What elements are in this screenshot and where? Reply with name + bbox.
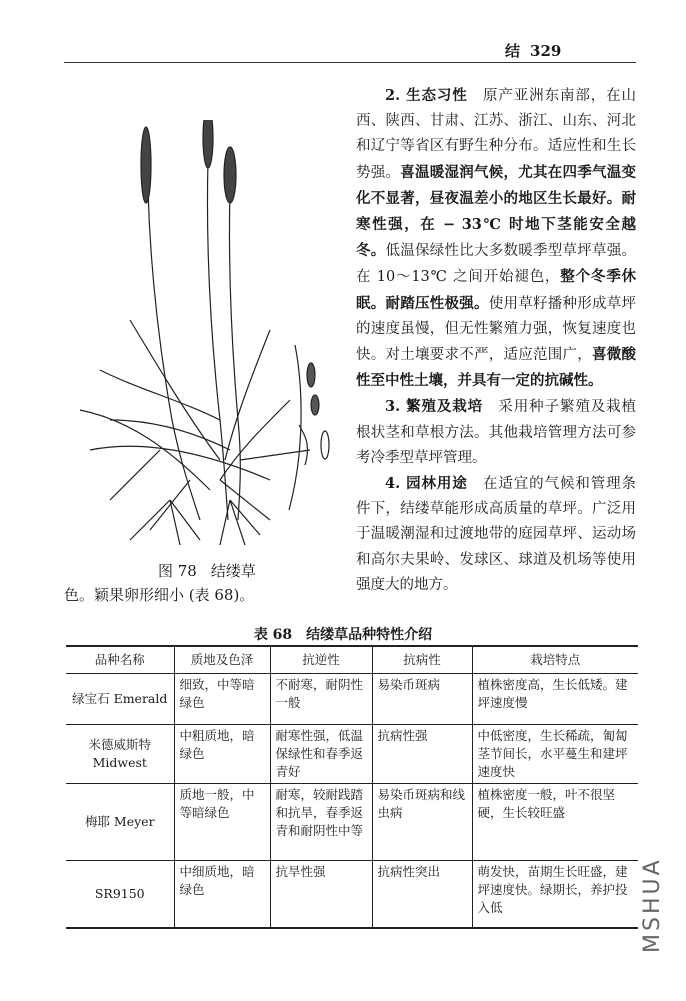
section-heading: 4. 园林用途 <box>385 475 468 493</box>
body-text <box>356 83 636 598</box>
table-cell: 易染币斑病 <box>372 674 472 725</box>
variety-table <box>66 645 638 929</box>
table-row <box>66 861 638 929</box>
column-header: 抗病性 <box>372 646 472 674</box>
figure-number: 图 78 <box>158 562 197 580</box>
table-cell: 梅耶 Meyer <box>66 784 174 861</box>
table-cell: 质地一般，中等暗绿色 <box>174 784 270 861</box>
column-header: 质地及色泽 <box>174 646 270 674</box>
table-title: 表 68 结缕草品种特性介绍 <box>253 627 433 643</box>
watermark: MSHUA <box>640 857 665 953</box>
header-rule <box>64 62 636 63</box>
table-row <box>66 674 638 725</box>
figure-title: 结缕草 <box>210 562 256 580</box>
column-header: 品种名称 <box>66 646 174 674</box>
paragraph-tail: 色。颖果卵形细小 (表 68)。 <box>64 586 255 604</box>
table-cell: 抗旱性强 <box>270 861 372 929</box>
running-head <box>505 40 561 61</box>
table-header-row <box>66 646 638 674</box>
table-cell: 中低密度，生长稀疏，匍匐茎节间长，水平蔓生和建坪速度快 <box>472 725 638 784</box>
page-number: 329 <box>530 42 562 60</box>
figure-caption <box>158 560 256 581</box>
table-cell: 抗病性突出 <box>372 861 472 929</box>
table-row <box>66 725 638 784</box>
table-cell: 绿宝石 Emerald <box>66 674 174 725</box>
table-cell: 抗病性强 <box>372 725 472 784</box>
table-cell: 易染币斑病和线虫病 <box>372 784 472 861</box>
section-heading: 3. 繁殖及栽培 <box>385 398 484 416</box>
table-cell: 耐寒，较耐践踏和抗旱，春季返青和耐阴性中等 <box>270 784 372 861</box>
section-heading: 2. 生态习性 <box>385 87 468 104</box>
section-landscape-use: 4. 园林用途 在适宜的气候和管理条件下，结缕草能形成高质量的草坪。广泛用于温暖潮湿和过渡地带的庭园草坪、运动场和高尔夫果岭、发球区、球道及机场等使用强度大的地方。 <box>356 475 637 593</box>
column-header: 抗逆性 <box>270 646 372 674</box>
table-cell: 中粗质地，暗绿色 <box>174 725 270 784</box>
table-cell: SR9150 <box>66 861 174 929</box>
table-cell: 细致，中等暗绿色 <box>174 674 270 725</box>
running-title: 结 <box>505 42 521 60</box>
table-row <box>66 784 638 861</box>
section-propagation: 3. 繁殖及栽培 采用种子繁殖及栽植根状茎和草根方法。其他栽培管理方法可参考冷季型草坪管理。 <box>356 398 637 466</box>
table-cell: 耐寒性强，低温保绿性和春季返青好 <box>270 725 372 784</box>
table-cell: 萌发快，苗期生长旺盛，建坪速度快。绿期长，养护投入低 <box>472 861 638 929</box>
column-header: 栽培特点 <box>472 646 638 674</box>
section-ecology: 2. 生态习性 原产亚洲东南部，在山西、陕西、甘肃、江苏、浙江、山东、河北和辽宁等省区有野生种分布。适应性和生长势强。喜温暖湿润气候，尤其在四季气温变化不显著，昼夜温差小的地区生长最好。耐寒性强，在 − 33℃ 时地下茎能安全越冬。低温保绿性比大多数暖季型草坪草强。在 10～13℃ 之间开始褪色，整个冬季休眠。耐踏压性极强。使用草籽播种形成草坪的速度虽慢，但无性繁殖力强，恢复速度也快。对土壤要求不严，适应范围广，喜微酸性至中性土壤，并具有一定的抗碱性。 <box>356 87 637 390</box>
table-cell: 不耐寒，耐阴性一般 <box>270 674 372 725</box>
table-cell: 米德威斯特 Midwest <box>66 725 174 784</box>
table-cell: 植株密度一般，叶不很坚硬，生长较旺盛 <box>472 784 638 861</box>
table-cell: 植株密度高，生长低矮。建坪速度慢 <box>472 674 638 725</box>
spikelet-detail-illustration <box>275 335 345 515</box>
table-cell: 中细质地，暗绿色 <box>174 861 270 929</box>
